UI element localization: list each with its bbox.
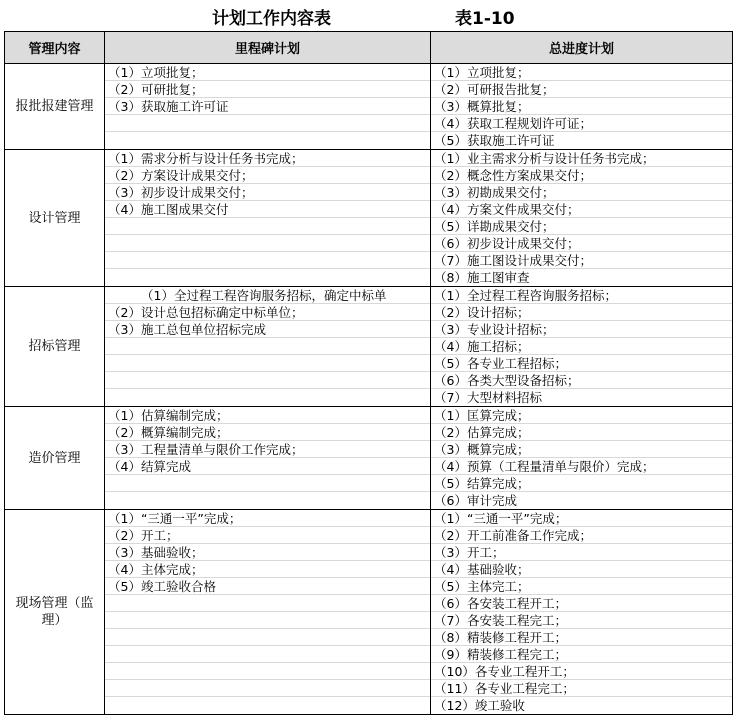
milestone-cell xyxy=(105,287,431,407)
milestone-line: （2）方案设计成果交付； xyxy=(105,167,430,184)
schedule-cell xyxy=(431,150,733,287)
table-title-bar xyxy=(0,4,736,30)
milestone-line xyxy=(105,595,430,612)
schedule-line: （11）各专业工程完工； xyxy=(431,680,732,697)
table-row-design xyxy=(5,150,733,287)
header-category: 管理内容 xyxy=(5,32,105,64)
milestone-line xyxy=(105,389,430,406)
milestone-line: （4）主体完成； xyxy=(105,561,430,578)
schedule-line: （3）概算完成； xyxy=(431,441,732,458)
milestone-cell xyxy=(105,150,431,287)
schedule-line: （1）全过程工程咨询服务招标； xyxy=(431,287,732,304)
milestone-cell xyxy=(105,64,431,150)
schedule-line: （7）各安装工程完工； xyxy=(431,612,732,629)
schedule-line: （3）专业设计招标； xyxy=(431,321,732,338)
milestone-line xyxy=(105,269,430,286)
schedule-line: （6）审计完成 xyxy=(434,493,517,508)
milestone-line: （4）结算完成 xyxy=(105,458,430,475)
schedule-line: （4）预算（工程量清单与限价）完成； xyxy=(431,458,732,475)
milestone-line: （3）施工总包单位招标完成 xyxy=(105,321,430,338)
schedule-line: （4）基础验收； xyxy=(431,561,732,578)
milestone-line xyxy=(105,218,430,235)
milestone-line: （2）可研批复； xyxy=(105,81,430,98)
category-cell: 设计管理 xyxy=(5,150,105,287)
schedule-line: （7）施工图设计成果交付； xyxy=(431,252,732,269)
schedule-line: （3）初勘成果交付； xyxy=(431,184,732,201)
schedule-cell xyxy=(431,287,733,407)
page-title: 计划工作内容表 xyxy=(212,9,331,29)
milestone-line: （3）基础验收； xyxy=(105,544,430,561)
milestone-line: （4）施工图成果交付 xyxy=(105,201,430,218)
schedule-line: （9）精装修工程完工； xyxy=(431,646,732,663)
milestone-line xyxy=(105,612,430,629)
schedule-line: （8）施工图审查 xyxy=(434,270,530,285)
milestone-line: （3）初步设计成果交付； xyxy=(105,184,430,201)
schedule-line: （2）可研报告批复； xyxy=(431,81,732,98)
header-row xyxy=(5,32,733,64)
schedule-cell xyxy=(431,64,733,150)
milestone-line: （3）工程量清单与限价工作完成； xyxy=(105,441,430,458)
milestone-line: （1）需求分析与设计任务书完成； xyxy=(105,150,430,167)
milestone-line xyxy=(105,475,430,492)
milestone-line: （1）立项批复； xyxy=(105,64,430,81)
milestone-line xyxy=(105,629,430,646)
category-cell: 造价管理 xyxy=(5,407,105,510)
schedule-line: （5）获取施工许可证 xyxy=(434,133,555,148)
milestone-line xyxy=(105,355,430,372)
milestone-line: （1）“三通一平”完成； xyxy=(105,510,430,527)
schedule-line: （12）竣工验收 xyxy=(434,698,525,713)
schedule-line: （5）主体完工； xyxy=(431,578,732,595)
milestone-line: （2）概算编制完成； xyxy=(105,424,430,441)
schedule-line: （7）大型材料招标 xyxy=(434,390,542,405)
table-number: 表1-10 xyxy=(455,9,515,29)
schedule-line: （3）开工； xyxy=(431,544,732,561)
schedule-line: （6）各安装工程开工； xyxy=(431,595,732,612)
milestone-line xyxy=(105,372,430,389)
table-row-approval xyxy=(5,64,733,150)
milestone-line xyxy=(105,338,430,355)
milestone-cell xyxy=(105,510,431,715)
milestone-line xyxy=(105,235,430,252)
schedule-cell xyxy=(431,407,733,510)
header-milestone: 里程碑计划 xyxy=(105,32,431,64)
milestone-line: （5）竣工验收合格 xyxy=(105,578,430,595)
milestone-line: （1）全过程工程咨询服务招标，确定中标单 xyxy=(105,287,430,304)
category-cell: 招标管理 xyxy=(5,287,105,407)
schedule-line: （1）业主需求分析与设计任务书完成； xyxy=(431,150,732,167)
schedule-line: （1）匡算完成； xyxy=(431,407,732,424)
milestone-line: （2）设计总包招标确定中标单位； xyxy=(105,304,430,321)
table-row-cost xyxy=(5,407,733,510)
schedule-line: （4）方案文件成果交付； xyxy=(431,201,732,218)
schedule-line: （5）详勘成果交付； xyxy=(431,218,732,235)
schedule-line: （2）概念性方案成果交付； xyxy=(431,167,732,184)
schedule-line: （4）施工招标； xyxy=(431,338,732,355)
schedule-line: （10）各专业工程开工； xyxy=(431,663,732,680)
category-cell: 报批报建管理 xyxy=(5,64,105,150)
plan-table xyxy=(4,31,733,715)
milestone-line xyxy=(105,697,430,714)
milestone-line: （3）获取施工许可证 xyxy=(105,98,430,115)
schedule-line: （5）结算完成； xyxy=(431,475,732,492)
schedule-line: （1）“三通一平”完成； xyxy=(431,510,732,527)
milestone-line xyxy=(105,646,430,663)
schedule-line: （6）各类大型设备招标； xyxy=(431,372,732,389)
schedule-line: （8）精装修工程开工； xyxy=(431,629,732,646)
category-cell: 现场管理（监理） xyxy=(5,510,105,715)
milestone-cell xyxy=(105,407,431,510)
table-row-bidding xyxy=(5,287,733,407)
schedule-line: （2）开工前准备工作完成； xyxy=(431,527,732,544)
schedule-line: （2）设计招标； xyxy=(431,304,732,321)
schedule-line: （1）立项批复； xyxy=(431,64,732,81)
table-body xyxy=(5,64,733,715)
schedule-line: （4）获取工程规划许可证； xyxy=(431,115,732,132)
milestone-line xyxy=(105,492,430,509)
milestone-line: （2）开工； xyxy=(105,527,430,544)
milestone-line: （1）估算编制完成； xyxy=(105,407,430,424)
milestone-line xyxy=(105,663,430,680)
schedule-cell xyxy=(431,510,733,715)
milestone-line xyxy=(105,132,430,149)
schedule-line: （6）初步设计成果交付； xyxy=(431,235,732,252)
milestone-line xyxy=(105,115,430,132)
milestone-line xyxy=(105,680,430,697)
schedule-line: （5）各专业工程招标； xyxy=(431,355,732,372)
header-schedule: 总进度计划 xyxy=(431,32,733,64)
schedule-line: （2）估算完成； xyxy=(431,424,732,441)
table-row-site xyxy=(5,510,733,715)
schedule-line: （3）概算批复； xyxy=(431,98,732,115)
milestone-line xyxy=(105,252,430,269)
